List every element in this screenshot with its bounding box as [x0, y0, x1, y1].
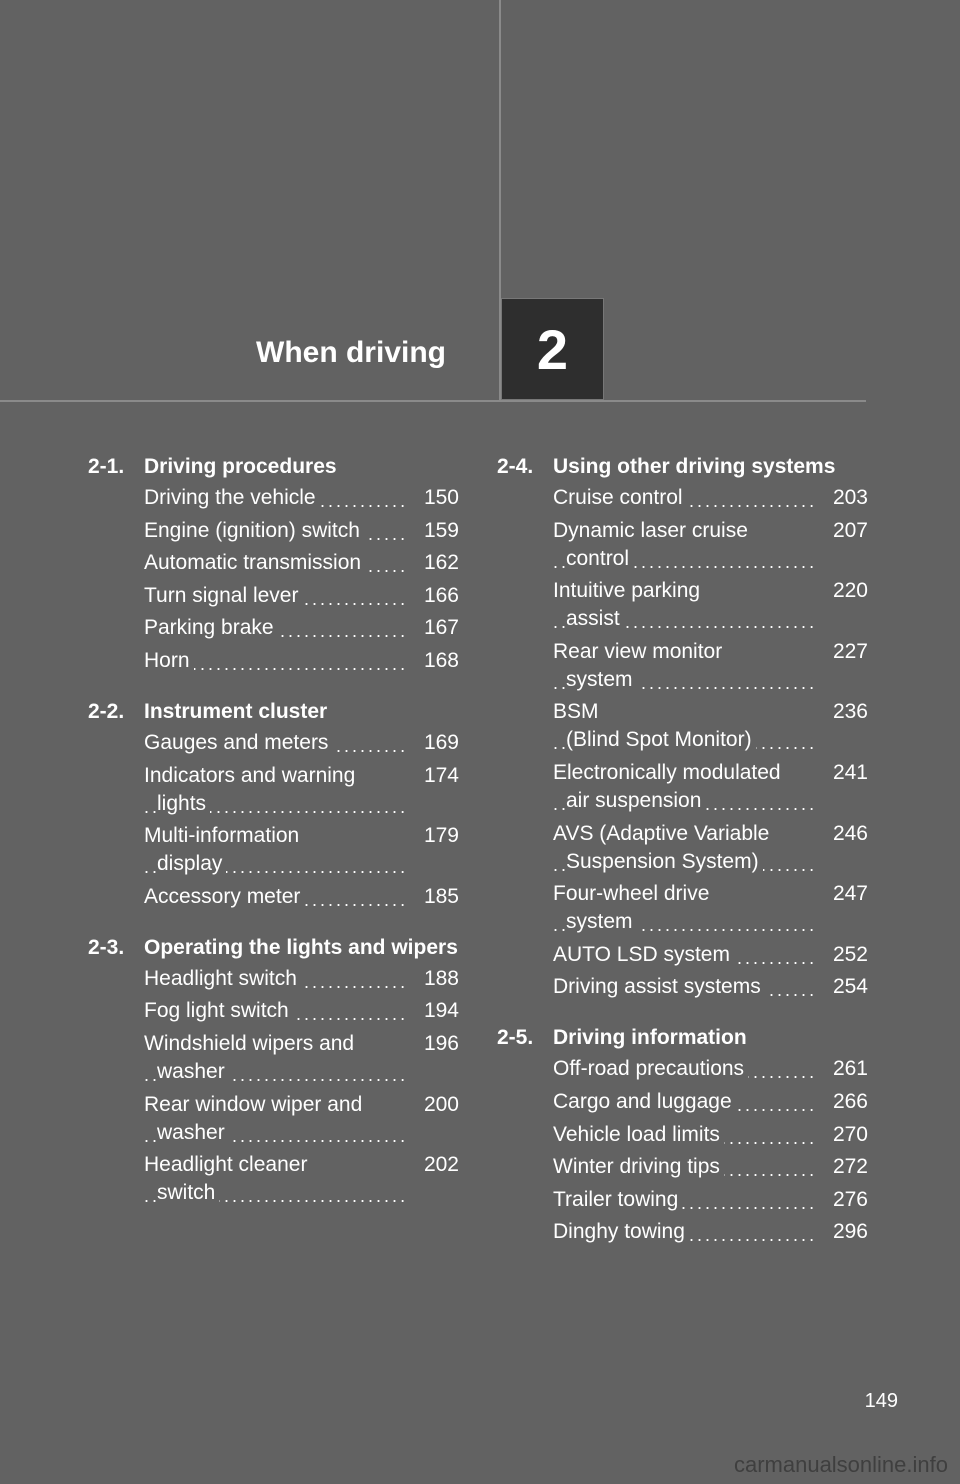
- entry-page-number: 220: [816, 577, 868, 605]
- entry-list: [144, 965, 459, 1207]
- toc-column-left: [88, 452, 468, 1229]
- entry-label: Winter driving tips: [553, 1155, 724, 1178]
- toc-entry[interactable]: [144, 1030, 459, 1086]
- toc-entry[interactable]: [553, 698, 868, 754]
- section-title: Driving procedures: [144, 455, 337, 478]
- toc-section: [497, 1023, 877, 1246]
- section-number: 2-1.: [88, 455, 125, 478]
- entry-list: [553, 1055, 868, 1246]
- entry-page-number: 166: [407, 582, 459, 610]
- entry-page-number: 247: [816, 880, 868, 908]
- section-heading: [497, 1023, 877, 1053]
- toc-entry[interactable]: [553, 517, 868, 573]
- entry-list: [144, 729, 459, 911]
- entry-page-number: 203: [816, 484, 868, 512]
- section-title: Operating the lights and wipers: [144, 935, 458, 959]
- entry-page-number: 272: [816, 1153, 868, 1181]
- entry-label: Dinghy towing: [553, 1220, 689, 1243]
- entry-label: AVS (Adaptive Variable Suspension System): [553, 821, 770, 873]
- divider-horizontal: [0, 400, 866, 402]
- entry-label: Driving assist systems: [553, 975, 765, 998]
- chapter-number-box: [501, 298, 604, 400]
- toc-entry[interactable]: [144, 517, 459, 545]
- page-number: 149: [864, 1390, 898, 1412]
- entry-label: Off-road precautions: [553, 1057, 748, 1080]
- entry-label: Electronically modulated air suspension: [553, 760, 781, 812]
- section-title: Using other driving systems: [553, 455, 836, 478]
- entry-label: Windshield wipers and washer: [144, 1031, 355, 1083]
- entry-label: Rear window wiper and washer: [144, 1092, 363, 1144]
- entry-label: BSM (Blind Spot Monitor): [553, 700, 756, 751]
- entry-page-number: 185: [407, 883, 459, 911]
- entry-label: Parking brake: [144, 616, 278, 639]
- section-heading: [88, 933, 468, 963]
- toc-entry[interactable]: [553, 484, 868, 512]
- toc-column-right: [497, 452, 877, 1268]
- entry-page-number: 207: [816, 517, 868, 545]
- section-title: Instrument cluster: [144, 699, 328, 723]
- entry-page-number: 194: [407, 997, 459, 1025]
- toc-entry[interactable]: [144, 1091, 459, 1147]
- entry-label: Headlight cleaner switch: [144, 1153, 308, 1205]
- toc-entry[interactable]: [144, 997, 459, 1025]
- entry-page-number: 159: [407, 517, 459, 545]
- section-heading: [88, 697, 468, 727]
- section-number: 2-4.: [497, 455, 534, 478]
- toc-section: [88, 452, 468, 675]
- toc-entry[interactable]: [144, 614, 459, 642]
- section-number: 2-2.: [88, 699, 125, 723]
- section-heading: [88, 452, 468, 482]
- toc-entry[interactable]: [144, 883, 459, 911]
- entry-page-number: 150: [407, 484, 459, 512]
- toc-entry[interactable]: [144, 965, 459, 993]
- toc-entry[interactable]: [144, 729, 459, 757]
- entry-page-number: 270: [816, 1121, 868, 1149]
- entry-label: Cruise control: [553, 486, 687, 509]
- entry-label: Vehicle load limits: [553, 1123, 724, 1146]
- entry-page-number: 196: [407, 1030, 459, 1058]
- section-title: Driving information: [553, 1026, 747, 1050]
- section-number: 2-3.: [88, 935, 125, 959]
- entry-label: Turn signal lever: [144, 584, 302, 607]
- entry-label: Automatic transmission: [144, 551, 365, 574]
- toc-section: [497, 452, 877, 1001]
- entry-label: AUTO LSD system: [553, 943, 734, 966]
- entry-page-number: 202: [407, 1151, 459, 1179]
- toc-section: [88, 697, 468, 911]
- entry-page-number: 168: [407, 647, 459, 675]
- toc-entry[interactable]: [553, 577, 868, 633]
- entry-page-number: 261: [816, 1055, 868, 1083]
- section-number: 2-5.: [497, 1026, 534, 1050]
- toc-entry[interactable]: [553, 941, 868, 969]
- toc-entry[interactable]: [553, 1088, 868, 1116]
- toc-entry[interactable]: [553, 638, 868, 694]
- entry-page-number: 167: [407, 614, 459, 642]
- entry-list: [144, 484, 459, 675]
- entry-label: Driving the vehicle: [144, 486, 320, 509]
- entry-label: Accessory meter: [144, 885, 304, 908]
- toc-entry[interactable]: [553, 880, 868, 936]
- toc-section: [88, 933, 468, 1207]
- entry-page-number: 188: [407, 965, 459, 993]
- entry-list: [553, 484, 868, 1001]
- entry-page-number: 241: [816, 759, 868, 787]
- toc-entry[interactable]: [144, 582, 459, 610]
- toc-entry[interactable]: [144, 822, 459, 878]
- toc-entry[interactable]: [553, 1153, 868, 1181]
- entry-page-number: 266: [816, 1088, 868, 1116]
- entry-page-number: 174: [407, 762, 459, 790]
- entry-page-number: 254: [816, 973, 868, 1001]
- watermark: carmanualsonline.info: [733, 1452, 948, 1477]
- entry-label: Cargo and luggage: [553, 1090, 736, 1113]
- entry-label: Rear view monitor system: [553, 639, 723, 691]
- entry-page-number: 227: [816, 638, 868, 666]
- entry-page-number: 169: [407, 729, 459, 757]
- entry-page-number: 200: [407, 1091, 459, 1119]
- toc-entry[interactable]: [144, 647, 459, 675]
- toc-entry[interactable]: [553, 1055, 868, 1083]
- toc-entry[interactable]: [553, 973, 868, 1001]
- entry-label: Intuitive parking assist: [553, 579, 701, 631]
- toc-entry[interactable]: [553, 759, 868, 815]
- toc-entry[interactable]: [553, 1218, 868, 1246]
- section-heading: [497, 452, 877, 482]
- entry-page-number: 252: [816, 941, 868, 969]
- entry-label: Horn: [144, 649, 194, 672]
- toc-entry[interactable]: [144, 549, 459, 577]
- entry-label: Four-wheel drive system: [553, 882, 710, 934]
- chapter-title: When driving: [256, 336, 446, 369]
- entry-label: Trailer towing: [553, 1188, 682, 1211]
- entry-page-number: 246: [816, 820, 868, 848]
- entry-page-number: 162: [407, 549, 459, 577]
- toc-entry[interactable]: [553, 1186, 868, 1214]
- entry-page-number: 236: [816, 698, 868, 726]
- entry-label: Fog light switch: [144, 999, 293, 1022]
- toc-entry[interactable]: [553, 820, 868, 876]
- entry-page-number: 276: [816, 1186, 868, 1214]
- entry-label: Headlight switch: [144, 967, 301, 990]
- entry-label: Engine (ignition) switch: [144, 519, 364, 542]
- toc-entry[interactable]: [144, 762, 459, 818]
- entry-page-number: 296: [816, 1218, 868, 1246]
- toc-entry[interactable]: [553, 1121, 868, 1149]
- chapter-number: 2: [536, 318, 569, 381]
- toc-entry[interactable]: [144, 1151, 459, 1207]
- entry-label: Gauges and meters: [144, 731, 332, 754]
- entry-page-number: 179: [407, 822, 459, 850]
- toc-entry[interactable]: [144, 484, 459, 512]
- entry-label: Dynamic laser cruise control: [553, 518, 748, 570]
- entry-label: Multi-information display: [144, 824, 300, 876]
- entry-label: Indicators and warning lights: [144, 763, 356, 815]
